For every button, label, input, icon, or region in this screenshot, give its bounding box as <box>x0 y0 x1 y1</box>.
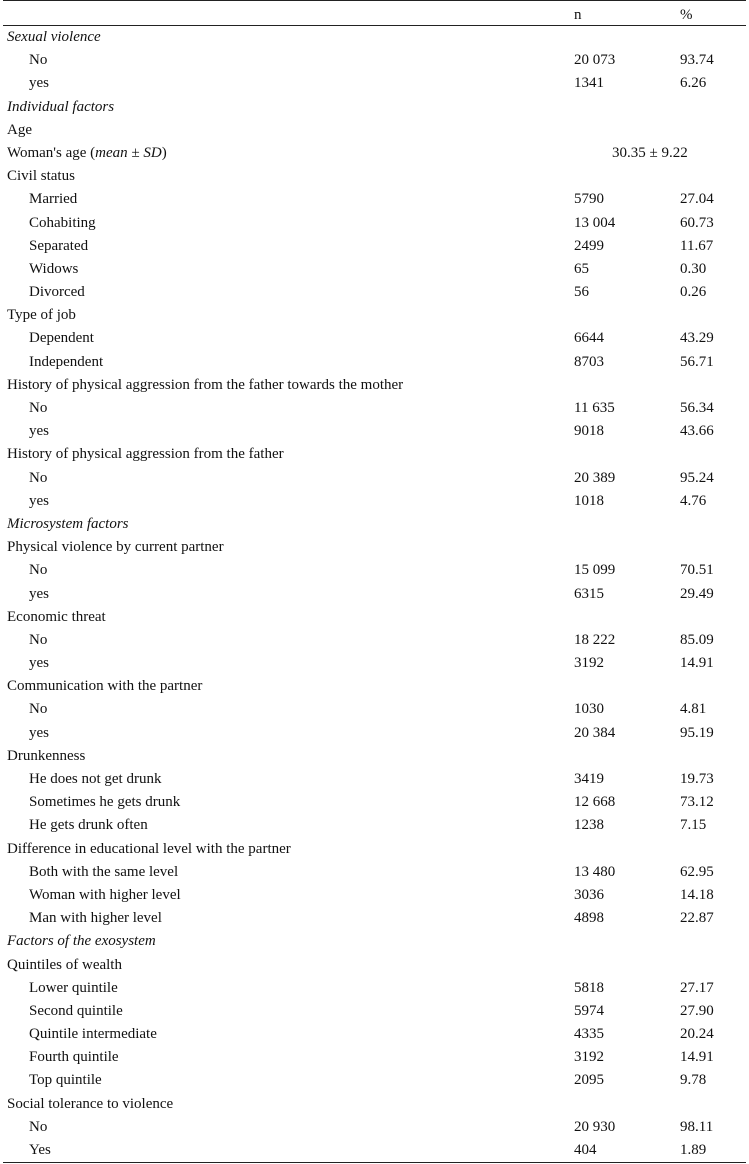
row-label <box>29 698 47 721</box>
row-label-text: Second quintile <box>29 1002 123 1019</box>
cell-n: 20 073 <box>574 52 616 69</box>
row-label-text: Divorced <box>29 284 85 301</box>
row-label <box>29 861 178 884</box>
row-label <box>29 1046 119 1069</box>
cell-n: 12 668 <box>574 794 616 811</box>
row-label-text: Top quintile <box>29 1072 102 1089</box>
row-label <box>29 977 118 1000</box>
cell-n: 9018 <box>574 423 604 440</box>
row-label-text: History of physical aggression from the father <box>7 446 284 463</box>
row-label <box>7 675 202 698</box>
row-label <box>29 235 88 258</box>
cell-n: 6644 <box>574 330 604 347</box>
row-label-text: Quintiles of wealth <box>7 956 122 973</box>
row-label-text: Drunkenness <box>7 747 86 764</box>
cell-pct: 56.71 <box>680 353 714 370</box>
group-row <box>3 954 746 977</box>
group-row <box>3 374 746 397</box>
row-label-text: No <box>29 1118 48 1135</box>
table-row <box>3 72 746 95</box>
row-label <box>7 443 284 466</box>
cell-n: 3419 <box>574 771 604 787</box>
row-label <box>29 49 47 72</box>
row-label-text: Man with higher level <box>29 910 162 927</box>
table-row <box>3 1139 746 1162</box>
cell-pct: 20.24 <box>680 1026 714 1043</box>
cell-n: 13 480 <box>574 863 616 880</box>
cell-pct: 43.29 <box>680 330 714 347</box>
section-row <box>3 26 746 49</box>
row-label-text: No <box>29 400 48 416</box>
table-row <box>3 188 746 211</box>
row-label-text: yes <box>29 585 49 602</box>
table-row <box>3 814 746 837</box>
row-label <box>7 96 114 119</box>
cell-n: 5974 <box>574 1002 604 1019</box>
cell-pct: 9.78 <box>680 1072 707 1089</box>
cell-pct: 4.76 <box>680 492 707 509</box>
row-label-text: Both with the same level <box>29 863 179 880</box>
cell-pct: 6.26 <box>680 75 707 92</box>
cell-n: 2499 <box>574 237 604 254</box>
row-label <box>29 490 49 513</box>
cell-pct: 73.12 <box>680 794 714 811</box>
row-label-text: No <box>29 52 48 69</box>
cell-n: 1341 <box>574 75 604 92</box>
row-label-text: Widows <box>29 260 79 277</box>
cell-pct: 27.17 <box>680 979 714 996</box>
row-label-text: Age <box>7 121 32 138</box>
cell-pct: 93.74 <box>680 52 714 69</box>
cell-n: 5818 <box>574 979 604 996</box>
row-label-text: Separated <box>29 237 89 254</box>
row-label <box>29 351 103 374</box>
row-label-note: mean ± SD <box>95 144 162 161</box>
row-label <box>29 281 85 304</box>
row-label-text: He gets drunk often <box>29 817 148 834</box>
row-label <box>7 165 75 188</box>
table-row <box>3 977 746 1000</box>
table-row <box>3 281 746 304</box>
row-label <box>29 212 96 235</box>
row-label-text: No <box>29 631 48 648</box>
row-label-text: Fourth quintile <box>29 1049 119 1066</box>
table-row <box>3 49 746 72</box>
cell-n: 18 222 <box>574 631 616 648</box>
row-label-text: Sexual violence <box>7 29 101 45</box>
group-row <box>3 675 746 698</box>
cell-n: 4335 <box>574 1026 604 1043</box>
table-row <box>3 652 746 675</box>
header-pct: % <box>680 7 693 23</box>
row-label <box>7 954 122 977</box>
table-row <box>3 420 746 443</box>
table-row <box>3 791 746 814</box>
row-label <box>7 513 129 536</box>
table-body <box>3 26 746 1162</box>
row-label <box>7 745 85 768</box>
row-label <box>29 559 47 582</box>
group-row <box>3 745 746 768</box>
cell-pct: 27.90 <box>680 1002 714 1019</box>
row-label-text: Yes <box>29 1142 51 1158</box>
row-label <box>7 930 156 953</box>
merged-value: 30.35 ± 9.22 <box>612 144 688 161</box>
group-row <box>3 606 746 629</box>
table-row <box>3 258 746 281</box>
row-label-text: yes <box>29 75 49 92</box>
cell-pct: 19.73 <box>680 771 714 787</box>
row-label-text: Type of job <box>7 307 76 324</box>
row-label-text: Microsystem factors <box>7 515 129 532</box>
row-label <box>29 258 78 281</box>
table-row <box>3 235 746 258</box>
row-label-text: Individual factors <box>7 98 115 115</box>
cell-n: 15 099 <box>574 562 616 579</box>
cell-pct: 56.34 <box>680 400 714 416</box>
table-row <box>3 1116 746 1139</box>
row-label-text: He does not get drunk <box>29 771 162 787</box>
row-label <box>29 814 148 837</box>
section-row <box>3 513 746 536</box>
row-label <box>7 536 224 559</box>
row-label-text: No <box>29 562 48 579</box>
row-label-text: yes <box>29 724 49 741</box>
row-label: Woman's age (mean ± SD) <box>7 144 167 161</box>
row-label <box>7 304 76 327</box>
cell-pct: 62.95 <box>680 863 714 880</box>
row-label <box>7 838 291 861</box>
cell-pct: 11.67 <box>680 237 714 254</box>
table-row <box>3 559 746 582</box>
group-row <box>3 304 746 327</box>
table-row <box>3 351 746 374</box>
row-label <box>29 327 94 350</box>
table-row <box>3 1046 746 1069</box>
row-label <box>29 72 49 95</box>
cell-n: 404 <box>574 1142 597 1158</box>
table-row <box>3 768 746 791</box>
cell-pct: 95.24 <box>680 469 714 486</box>
row-label <box>29 420 49 443</box>
row-label <box>7 1093 173 1116</box>
row-label <box>29 1116 47 1139</box>
row-label-text: Independent <box>29 353 104 370</box>
row-label-text: No <box>29 469 48 486</box>
group-row <box>3 838 746 861</box>
row-label-text: No <box>29 701 48 718</box>
cell-pct: 7.15 <box>680 817 707 834</box>
row-label <box>29 768 161 791</box>
table-row <box>3 467 746 490</box>
cell-pct: 60.73 <box>680 214 714 231</box>
table-row <box>3 1000 746 1023</box>
cell-pct: 98.11 <box>680 1118 714 1135</box>
section-row <box>3 930 746 953</box>
cell-n: 5790 <box>574 191 604 208</box>
cell-n: 56 <box>574 284 589 301</box>
row-label <box>29 907 162 930</box>
table-row <box>3 884 746 907</box>
table-row <box>3 1069 746 1092</box>
cell-n: 2095 <box>574 1072 604 1089</box>
table-row <box>3 1023 746 1046</box>
table-row <box>3 629 746 652</box>
cell-n: 20 384 <box>574 724 616 741</box>
row-label-text: Lower quintile <box>29 979 118 996</box>
cell-pct: 85.09 <box>680 631 714 648</box>
row-label <box>7 26 101 49</box>
row-label-text: Physical violence by current partner <box>7 539 224 556</box>
row-label <box>29 791 180 814</box>
row-label-text: Cohabiting <box>29 214 96 231</box>
cell-n: 13 004 <box>574 214 616 231</box>
row-label <box>29 467 47 490</box>
table-row <box>3 583 746 606</box>
cell-pct: 14.91 <box>680 655 714 672</box>
table-row <box>3 212 746 235</box>
row-label-text: Married <box>29 191 78 208</box>
cell-pct: 70.51 <box>680 562 714 579</box>
row-label-text: Difference in educational level with the partner <box>7 840 291 857</box>
cell-n: 1238 <box>574 817 604 834</box>
cell-pct: 14.91 <box>680 1049 714 1066</box>
group-row <box>3 1093 746 1116</box>
table-row <box>3 907 746 930</box>
row-label-text: Factors of the exosystem <box>7 933 156 950</box>
cell-n: 3192 <box>574 655 604 672</box>
cell-pct: 4.81 <box>680 701 707 718</box>
row-label <box>29 1023 157 1046</box>
row-label-text: yes <box>29 423 49 440</box>
cell-n: 3036 <box>574 886 604 903</box>
cell-pct: 0.26 <box>680 284 707 301</box>
cell-n: 11 635 <box>574 400 615 416</box>
cell-pct: 22.87 <box>680 910 714 927</box>
row-label <box>29 629 47 652</box>
cell-pct: 1.89 <box>680 1142 707 1158</box>
cell-n: 3192 <box>574 1049 604 1066</box>
cell-n: 1018 <box>574 492 604 509</box>
row-label-text: Social tolerance to violence <box>7 1095 174 1112</box>
cell-n: 20 930 <box>574 1118 616 1135</box>
cell-pct: 0.30 <box>680 260 707 277</box>
table-row <box>3 397 746 420</box>
table-row <box>3 490 746 513</box>
group-row <box>3 142 746 165</box>
row-label-text: History of physical aggression from the father towards the mother <box>7 376 404 393</box>
header-n: n <box>574 7 582 23</box>
table-header <box>3 1 746 26</box>
row-label-text: Woman's age <box>7 144 87 161</box>
section-row <box>3 96 746 119</box>
group-row <box>3 536 746 559</box>
cell-pct: 14.18 <box>680 886 714 903</box>
cell-n: 6315 <box>574 585 604 602</box>
row-label <box>29 583 49 606</box>
row-label-text: Quintile intermediate <box>29 1026 157 1043</box>
row-label-text: Civil status <box>7 168 75 185</box>
row-label <box>29 652 49 675</box>
row-label <box>29 1139 51 1162</box>
group-row <box>3 119 746 142</box>
row-label <box>7 119 32 142</box>
row-label-text: yes <box>29 655 49 672</box>
cell-pct: 29.49 <box>680 585 714 602</box>
cell-n: 65 <box>574 260 589 277</box>
row-label <box>29 1069 102 1092</box>
group-row <box>3 443 746 466</box>
cell-n: 1030 <box>574 701 604 718</box>
row-label <box>29 188 77 211</box>
row-label <box>29 1000 123 1023</box>
table-row <box>3 722 746 745</box>
data-table <box>3 0 746 1163</box>
cell-pct: 27.04 <box>680 191 714 208</box>
table-row <box>3 327 746 350</box>
table-row <box>3 861 746 884</box>
cell-n: 4898 <box>574 910 604 927</box>
row-label-text: Sometimes he gets drunk <box>29 794 181 811</box>
row-label-text: Woman with higher level <box>29 886 181 903</box>
row-label-text: yes <box>29 492 49 509</box>
row-label-text: Economic threat <box>7 608 106 625</box>
row-label-text: Dependent <box>29 330 94 347</box>
table-row <box>3 698 746 721</box>
row-label <box>29 722 49 745</box>
cell-pct: 43.66 <box>680 423 714 440</box>
row-label <box>7 606 106 629</box>
cell-n: 8703 <box>574 353 604 370</box>
group-row <box>3 165 746 188</box>
cell-n: 20 389 <box>574 469 616 486</box>
row-label <box>7 374 403 397</box>
row-label <box>29 397 47 420</box>
row-label <box>29 884 181 907</box>
row-label-text: Communication with the partner <box>7 678 203 695</box>
cell-pct: 95.19 <box>680 724 714 741</box>
